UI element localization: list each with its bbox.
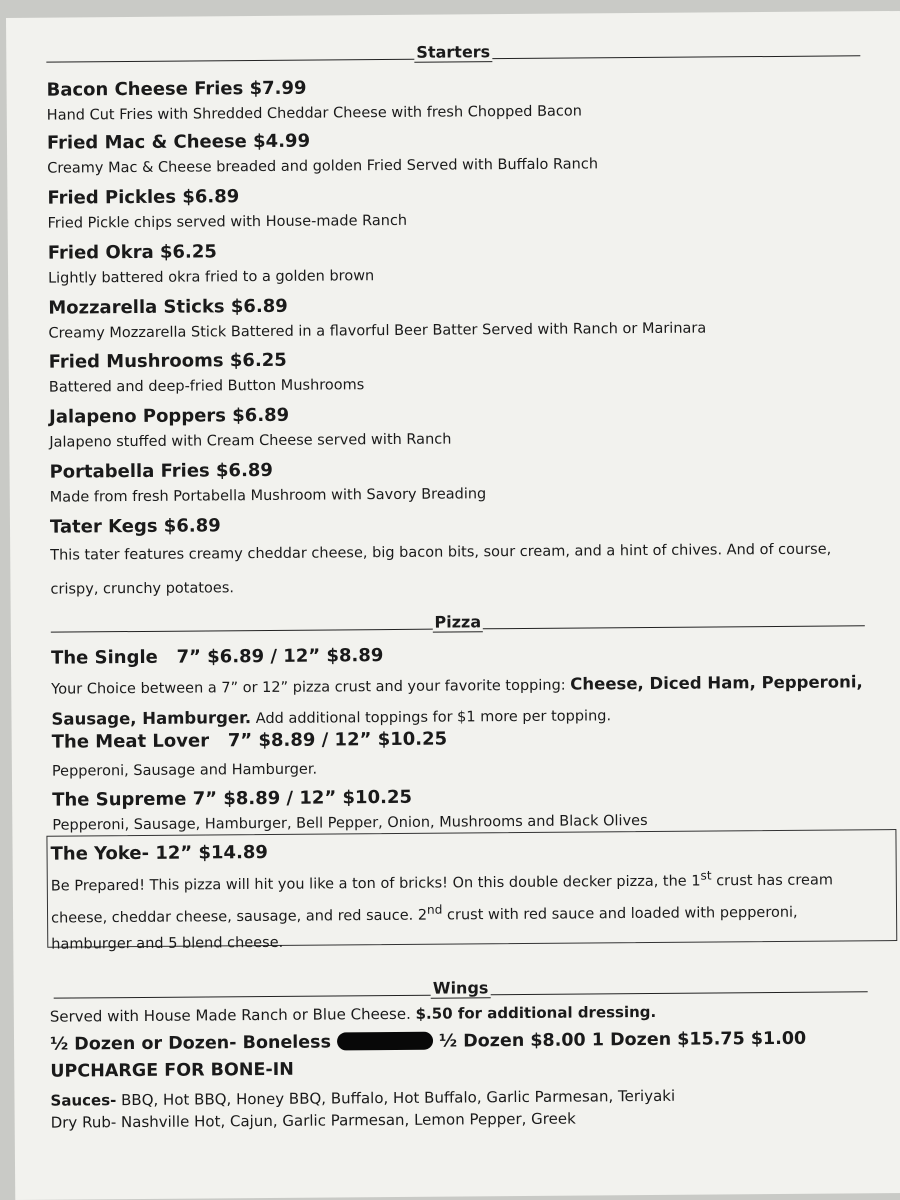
item-description: Pepperoni, Sausage, Hamburger, Bell Pepper, Onion, Mushrooms and Black Olives (52, 812, 648, 834)
item-description: Lightly battered okra fried to a golden brown (47, 268, 375, 287)
menu-item (47, 181, 861, 233)
item-description: Your Choice between a 7” or 12” pizza crust and your favorite topping: Cheese, Diced Ham, Pepperoni, Sausage, Hamburger. Add additional toppings for $1 more per topping. (51, 672, 863, 729)
menu-item (51, 641, 866, 735)
wings-served-line: Served with House Made Ranch or Blue Cheese. $.50 for additional dressing. (49, 1002, 657, 1026)
wings-dry-rub-line: Dry Rub- Nashville Hot, Cajun, Garlic Parmesan, Lemon Pepper, Greek (50, 1109, 576, 1132)
item-name: Fried Mac & Cheese $4.99 (46, 130, 311, 154)
redaction-mark (337, 1032, 433, 1051)
item-description: Battered and deep-fried Button Mushrooms (48, 377, 365, 396)
menu-item (52, 725, 866, 781)
menu-item (49, 400, 863, 452)
pizza-heading (51, 607, 865, 635)
item-name: Bacon Cheese Fries $7.99 (46, 77, 307, 101)
item-description: Jalapeno stuffed with Cream Cheese served with Ranch (49, 431, 452, 451)
wings-details (50, 999, 879, 1133)
item-name: The Meat Lover 7” $8.89 / 12” $10.25 (51, 728, 448, 753)
item-description: Hand Cut Fries with Shredded Cheddar Cheese with fresh Chopped Bacon (46, 103, 582, 124)
menu-item (46, 73, 860, 125)
menu-page (6, 11, 900, 1200)
item-description: Creamy Mozzarella Stick Battered in a flavorful Beer Batter Served with Ranch or Marinara (48, 320, 707, 342)
menu-item (48, 236, 862, 288)
wings-pricing-line: ½ Dozen or Dozen- Boneless ½ Dozen $8.00 1 Dozen $15.75 $1.00 UPCHARGE FOR BONE-IN (49, 1028, 807, 1082)
item-description: This tater features creamy cheddar cheese, big bacon bits, sour cream, and a hint of chives. And of course, crispy, crunchy potatoes. (50, 541, 832, 598)
item-description: Creamy Mac & Cheese breaded and golden Fried Served with Buffalo Ranch (47, 156, 599, 177)
menu-item-featured (50, 837, 863, 957)
item-name: Portabella Fries $6.89 (49, 459, 274, 483)
starters-heading (46, 37, 860, 65)
item-name: Fried Mushrooms $6.25 (48, 349, 287, 373)
item-name: The Supreme 7” $8.89 / 12” $10.25 (52, 786, 413, 811)
section-title: Pizza (432, 613, 483, 632)
item-description: Fried Pickle chips served with House-made Ranch (47, 212, 408, 232)
item-description: Made from fresh Portabella Mushroom with Savory Breading (49, 486, 487, 506)
wings-sauces-line: Sauces- BBQ, Hot BBQ, Honey BBQ, Buffalo, Hot Buffalo, Garlic Parmesan, Teriyaki (50, 1086, 676, 1110)
item-name: Mozzarella Sticks $6.89 (48, 295, 288, 319)
menu-item (49, 345, 863, 397)
item-name: Jalapeno Poppers $6.89 (49, 404, 290, 428)
menu-item (52, 783, 866, 835)
menu-item (50, 510, 865, 606)
menu-item (47, 126, 861, 178)
toppings-list: Cheese, Diced Ham, Pepperoni, Sausage, Hamburger. (51, 672, 863, 729)
item-description: Be Prepared! This pizza will hit you like a ton of bricks! On this double decker pizza, the 1st crust has cream cheese, cheddar cheese, sausage, and red sauce. 2nd crust with red sauce and loaded with pepperoni, hamburger and 5 blend cheese. (50, 868, 834, 953)
section-title: Wings (431, 979, 491, 998)
menu-item (48, 291, 862, 343)
item-name: Fried Pickles $6.89 (47, 186, 240, 209)
item-name: The Yoke- 12” $14.89 (50, 841, 269, 865)
item-name: The Single 7” $6.89 / 12” $8.89 (50, 645, 384, 669)
item-name: Tater Kegs $6.89 (49, 515, 221, 538)
item-description: Pepperoni, Sausage and Hamburger. (51, 761, 318, 780)
section-title: Starters (414, 43, 492, 63)
item-name: Fried Okra $6.25 (47, 241, 217, 264)
wings-heading (54, 973, 868, 1001)
menu-item (49, 455, 863, 507)
